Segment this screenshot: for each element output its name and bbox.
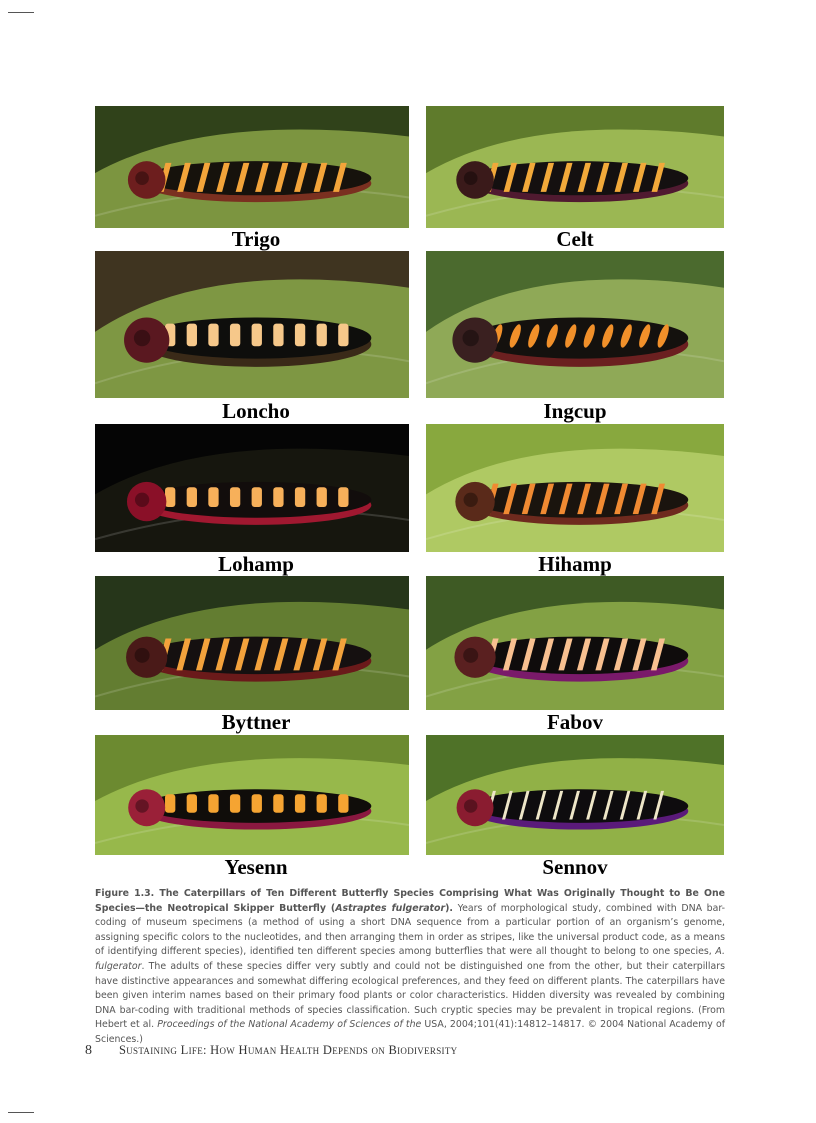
caterpillar-label-lohamp: Lohamp <box>218 552 294 576</box>
caterpillar-photo-hihamp <box>426 424 724 552</box>
caterpillar-image <box>95 576 409 710</box>
caption-body-2: . The adults of these species differ very subtly and could not be distinguished one from the other, but their caterpillars have distinctive appearances and somewhat differing ecological preferences, and they feed on different plants. The caterpillars have been given interim names based on their primary food plants or color characteristics. Hidden diversity was revealed by combining DNA bar-coding with traditional methods of species classification. Such cryptic species may be prevalent in tropical regions. (From Hebert et al. <box>95 960 725 1031</box>
caption-heading-end: ). <box>445 902 453 914</box>
caption-body-3: USA, 2004;101(41):14812–14817. © 2004 National Academy of Sciences.) <box>95 1019 726 1045</box>
caterpillar-label-trigo: Trigo <box>231 227 281 251</box>
caterpillar-image <box>426 576 724 710</box>
caterpillar-label-celt: Celt <box>556 227 594 251</box>
caterpillar-photo-trigo <box>95 106 409 228</box>
page-number: 8 <box>85 1043 92 1058</box>
crop-mark-bottom-left <box>8 1112 34 1113</box>
caterpillar-image <box>95 251 409 398</box>
caterpillar-photo-loncho <box>95 251 409 398</box>
caterpillar-image <box>426 251 724 398</box>
caterpillar-photo-fabov <box>426 576 724 710</box>
caption-body-1: Years of morphological study, combined with DNA bar-coding of museum specimens (a method of using a short DNA sequence from a particular portion of an organism’s genome, assigning specific colors to the nucleotides, and then arranging them in order as stripes, like the universal product code, as a means of identifying different species), identified ten different species among butterflies that were all thought to belong to one species, <box>95 902 726 958</box>
caterpillar-image <box>95 735 409 855</box>
caterpillar-label-fabov: Fabov <box>546 710 603 734</box>
caterpillar-photo-byttner <box>95 576 409 710</box>
caterpillar-photo-sennov <box>426 735 724 855</box>
caterpillar-label-yesenn: Yesenn <box>224 855 288 879</box>
figure-caption <box>95 887 725 1048</box>
caterpillar-photo-yesenn <box>95 735 409 855</box>
caterpillar-photo-celt <box>426 106 724 228</box>
caterpillar-label-loncho: Loncho <box>222 399 290 423</box>
page-footer <box>85 1043 457 1059</box>
caterpillar-photo-lohamp <box>95 424 409 552</box>
caption-heading-species: Astraptes fulgerator <box>335 902 446 914</box>
caterpillar-image <box>95 424 409 552</box>
caterpillar-image <box>426 735 724 855</box>
caterpillar-image <box>426 424 724 552</box>
caption-journal: Proceedings of the National Academy of Sciences of the <box>157 1019 422 1031</box>
running-title: Sustaining Life: How Human Health Depends on Biodiversity <box>119 1043 458 1057</box>
caption-heading: Figure 1.3. The Caterpillars of Ten Different Butterfly Species Comprising What Was Originally Thought to Be One Species—the Neotropical Skipper Butterfly ( <box>95 888 725 914</box>
caterpillar-label-hihamp: Hihamp <box>538 552 612 576</box>
caterpillar-photo-ingcup <box>426 251 724 398</box>
caterpillar-label-ingcup: Ingcup <box>543 399 607 423</box>
caption-body-species: A. fulgerator <box>95 946 725 972</box>
caterpillar-image <box>426 106 724 228</box>
caterpillar-label-byttner: Byttner <box>221 710 291 734</box>
crop-mark-top-left <box>8 12 34 13</box>
caterpillar-label-sennov: Sennov <box>542 855 608 879</box>
caterpillar-image <box>95 106 409 228</box>
